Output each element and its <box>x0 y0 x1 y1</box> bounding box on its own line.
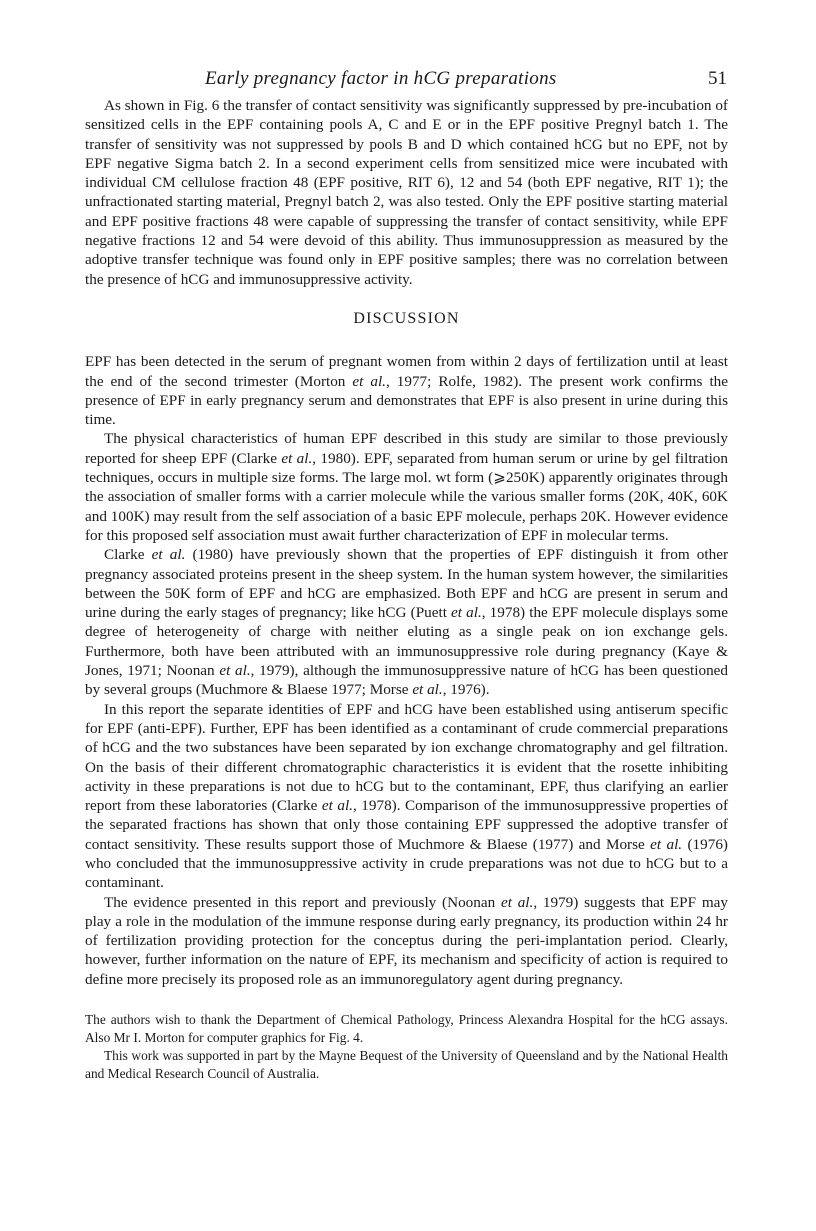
discussion-paragraph-2: The physical characteristics of human EPF described in this study are similar to those previously reported for sheep EPF (Clarke et al., 1980). EPF, separated from human serum or urine by gel filtration techniques, occurs in multiple size forms. The large mol. wt form (⩾250K) apparently originates through the association of smaller forms with a carrier molecule while the various smaller forms (20K, 40K, 60K and 100K) may result from the self association of a basic EPF molecule, perhaps 20K. However evidence for this proposed self association must await further characterization of EPF in molecular terms. <box>85 430 728 544</box>
running-title: Early pregnancy factor in hCG preparations <box>205 68 557 89</box>
acknowledgement-paragraph-1: The authors wish to thank the Department of Chemical Pathology, Princess Alexandra Hospital for the hCG assays. Also Mr I. Morton for computer graphics for Fig. 4. <box>85 1012 728 1046</box>
article-body <box>85 96 728 1083</box>
page-number: 51 <box>708 68 727 89</box>
discussion-paragraph-4: In this report the separate identities of EPF and hCG have been established using antiserum specific for EPF (anti-EPF). Further, EPF has been identified as a contaminant of crude commercial preparations of hCG and the two substances have been separated by ion exchange chromatography and gel filtration. On the basis of their different chromatographic characteristics it is evident that the rosette inhibiting activity in these preparations is not due to hCG but to the contaminant, EPF, thus clarifying an earlier report from these laboratories (Clarke et al., 1978). Comparison of the immunosuppressive properties of the separated fractions has shown that only those containing EPF suppressed the adoptive transfer of contact sensitivity. These results support those of Muchmore & Blaese (1977) and Morse et al. (1976) who concluded that the immunosuppressive activity in crude preparations was not due to hCG but to a contaminant. <box>85 700 728 892</box>
discussion-paragraph-3: Clarke et al. (1980) have previously shown that the properties of EPF distinguish it from other pregnancy associated proteins present in the sheep system. In the human system however, the similarities between the 50K form of EPF and hCG are emphasized. Both EPF and hCG are present in serum and urine during the early stages of pregnancy; like hCG (Puett et al., 1978) the EPF molecule displays some degree of heterogeneity of charge with neither eluting as a single peak on ion exchange gels. Furthermore, both have been attributed with an immunosuppressive role during pregnancy (Kaye & Jones, 1971; Noonan et al., 1979), although the immunosuppressive nature of hCG has been questioned by several groups (Muchmore & Blaese 1977; Morse et al., 1976). <box>85 546 728 699</box>
results-paragraph: As shown in Fig. 6 the transfer of contact sensitivity was significantly suppressed by pre-incubation of sensitized cells in the EPF containing pools A, C and E or in the EPF positive Pregnyl batch 1. The transfer of sensitivity was not suppressed by pools B and D which contained hCG but no EPF, not by EPF negative Sigma batch 2. In a second experiment cells from sensitized mice were incubated with individual CM cellulose fraction 48 (EPF positive, RIT 6), 12 and 54 (both EPF negative, RIT 1); the unfractionated starting material, Pregnyl batch 2, was also tested. Only the EPF positive starting material and EPF positive fractions 48 were capable of suppressing the transfer of contact sensitivity, while EPF negative fractions 12 and 54 were devoid of this ability. Thus immunosuppression as measured by the adoptive transfer technique was found only in EPF positive samples; there was no correlation between the presence of hCG and immunosuppressive activity. <box>85 97 728 288</box>
discussion-heading: DISCUSSION <box>353 309 460 327</box>
discussion-paragraph-1: EPF has been detected in the serum of pregnant women from within 2 days of fertilization until at least the end of the second trimester (Morton et al., 1977; Rolfe, 1982). The present work confirms the presence of EPF in early pregnancy serum and demonstrates that EPF is also present in urine during this time. <box>85 353 728 429</box>
discussion-paragraph-5: The evidence presented in this report and previously (Noonan et al., 1979) suggests that EPF may play a role in the modulation of the immune response during early pregnancy, its production within 24 hr of fertilization providing protection for the conceptus during the peri-implantation period. Clearly, however, further information on the nature of EPF, its mechanism and specificity of action is required to define more precisely its proposed role as an immunoregulatory agent during pregnancy. <box>85 893 729 988</box>
acknowledgements <box>85 1011 728 1083</box>
acknowledgement-paragraph-2: This work was supported in part by the Mayne Bequest of the University of Queensland and by the National Health and Medical Research Council of Australia. <box>85 1048 728 1082</box>
